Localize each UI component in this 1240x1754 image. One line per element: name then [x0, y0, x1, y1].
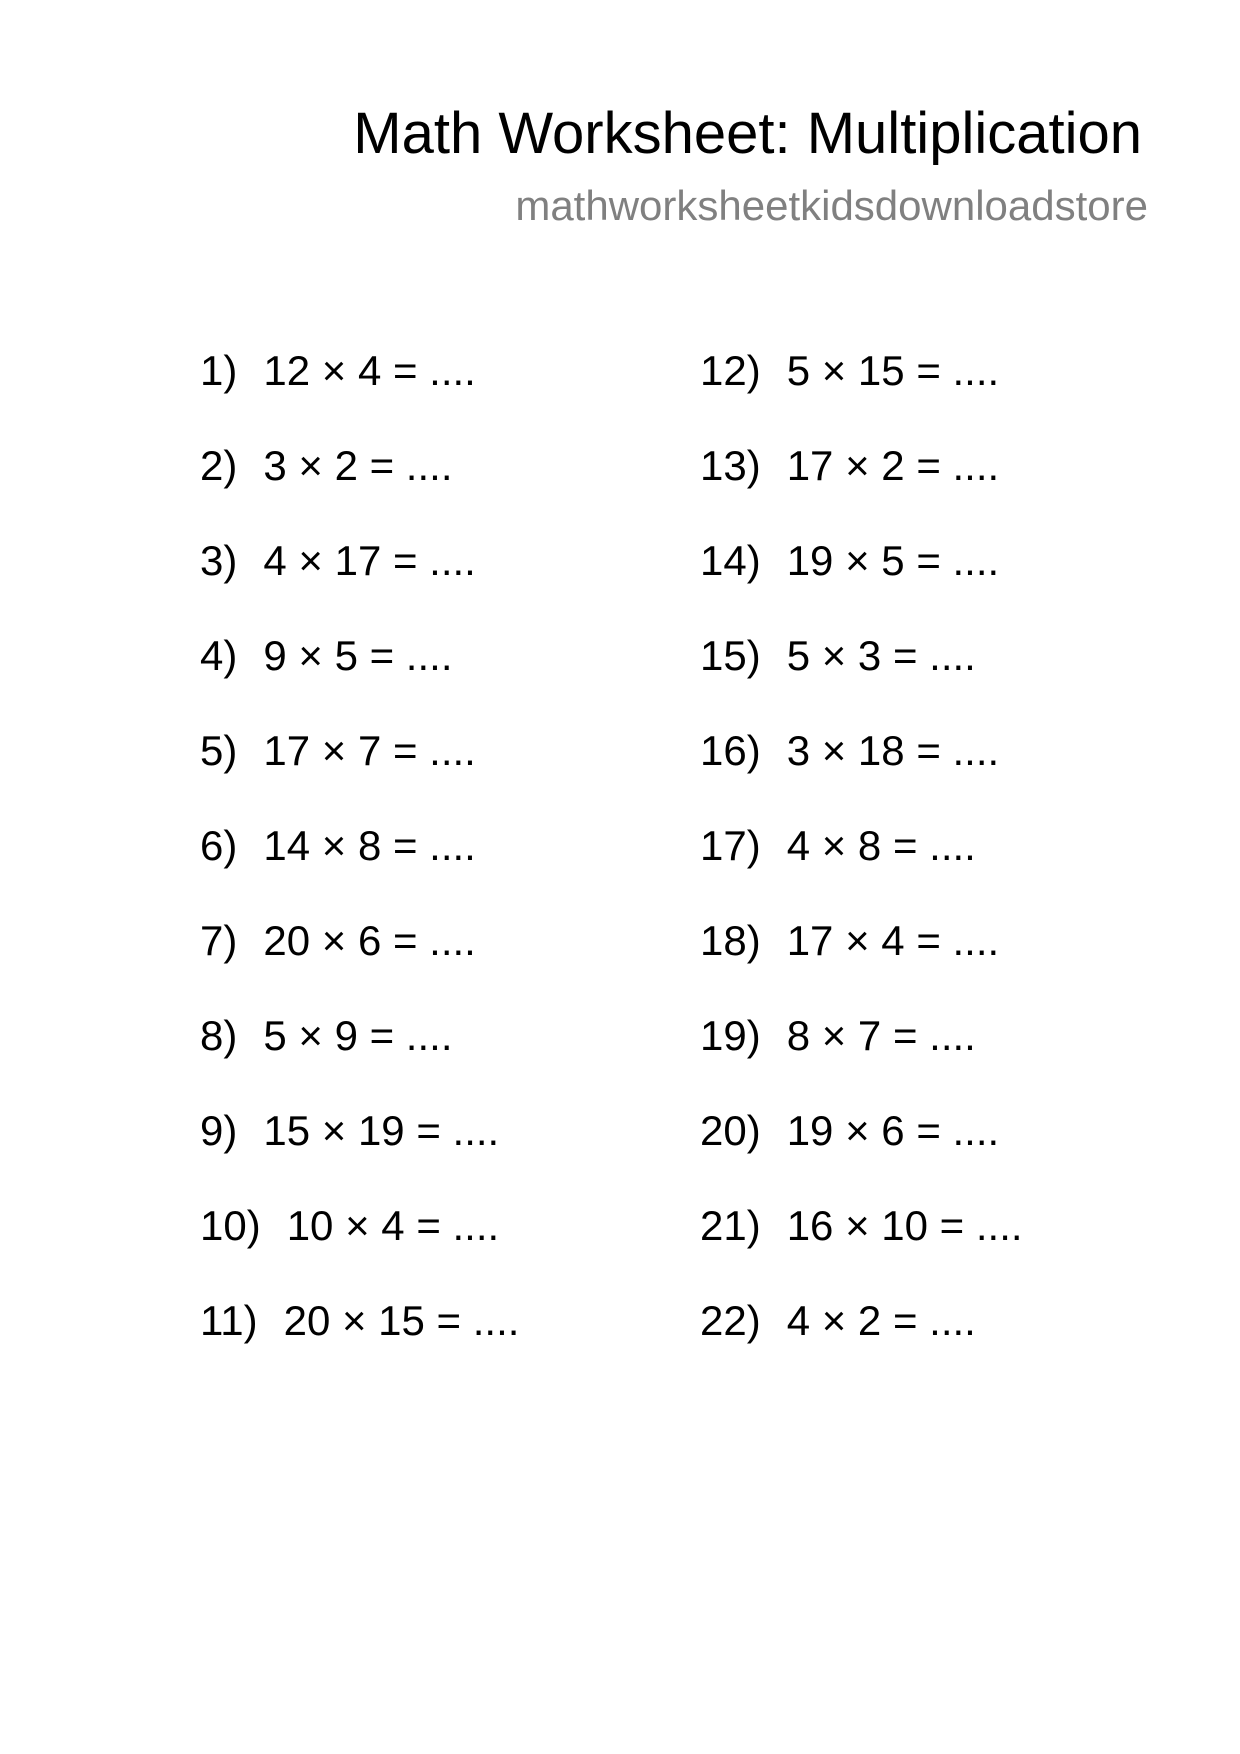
- problem-list: [0, 346, 1240, 1406]
- problem-14: [700, 536, 1023, 631]
- problem-expression: 4 × 17 = ....: [263, 537, 476, 584]
- problem-expression: 15 × 19 = ....: [263, 1107, 500, 1154]
- problem-column-left: [200, 346, 519, 1391]
- problem-22: [700, 1296, 1023, 1391]
- problem-2: [200, 441, 519, 536]
- problem-6: [200, 821, 519, 916]
- problem-number: 2): [200, 442, 238, 489]
- problem-7: [200, 916, 519, 1011]
- problem-expression: 17 × 4 = ....: [786, 917, 1000, 964]
- problem-number: 16): [700, 727, 761, 774]
- problem-expression: 19 × 5 = ....: [786, 537, 1000, 584]
- worksheet-source: mathworksheetkidsdownloadstore: [515, 182, 1148, 229]
- problem-expression: 5 × 9 = ....: [263, 1012, 453, 1059]
- problem-expression: 16 × 10 = ....: [786, 1202, 1023, 1249]
- problem-number: 3): [200, 537, 238, 584]
- problem-4: [200, 631, 519, 726]
- problem-number: 17): [700, 822, 761, 869]
- problem-20: [700, 1106, 1023, 1201]
- problem-number: 1): [200, 347, 238, 394]
- problem-expression: 5 × 3 = ....: [786, 632, 976, 679]
- problem-13: [700, 441, 1023, 536]
- problem-expression: 17 × 7 = ....: [263, 727, 476, 774]
- problem-number: 18): [700, 917, 761, 964]
- problem-number: 13): [700, 442, 761, 489]
- problem-expression: 14 × 8 = ....: [263, 822, 476, 869]
- problem-number: 9): [200, 1107, 238, 1154]
- problem-expression: 17 × 2 = ....: [786, 442, 1000, 489]
- problem-number: 7): [200, 917, 238, 964]
- problem-expression: 3 × 2 = ....: [263, 442, 453, 489]
- problem-5: [200, 726, 519, 821]
- problem-number: 21): [700, 1202, 761, 1249]
- problem-number: 8): [200, 1012, 238, 1059]
- problem-expression: 10 × 4 = ....: [286, 1202, 500, 1249]
- problem-number: 14): [700, 537, 761, 584]
- problem-column-right: [700, 346, 1023, 1391]
- problem-21: [700, 1201, 1023, 1296]
- problem-12: [700, 346, 1023, 441]
- problem-expression: 9 × 5 = ....: [263, 632, 453, 679]
- problem-19: [700, 1011, 1023, 1106]
- problem-number: 20): [700, 1107, 761, 1154]
- problem-expression: 4 × 8 = ....: [786, 822, 976, 869]
- problem-1: [200, 346, 519, 441]
- problem-number: 19): [700, 1012, 761, 1059]
- problem-number: 6): [200, 822, 238, 869]
- problem-8: [200, 1011, 519, 1106]
- problem-17: [700, 821, 1023, 916]
- problem-number: 22): [700, 1297, 761, 1344]
- problem-number: 4): [200, 632, 238, 679]
- problem-number: 12): [700, 347, 761, 394]
- problem-18: [700, 916, 1023, 1011]
- problem-expression: 5 × 15 = ....: [786, 347, 1000, 394]
- problem-expression: 12 × 4 = ....: [263, 347, 476, 394]
- problem-10: [200, 1201, 519, 1296]
- problem-number: 15): [700, 632, 761, 679]
- problem-expression: 20 × 15 = ....: [283, 1297, 520, 1344]
- problem-expression: 20 × 6 = ....: [263, 917, 476, 964]
- problem-number: 11): [200, 1297, 258, 1344]
- problem-9: [200, 1106, 519, 1201]
- problem-15: [700, 631, 1023, 726]
- problem-number: 10): [200, 1202, 261, 1249]
- problem-expression: 4 × 2 = ....: [786, 1297, 976, 1344]
- problem-16: [700, 726, 1023, 821]
- problem-11: [200, 1296, 519, 1391]
- worksheet-title: Math Worksheet: Multiplication: [353, 101, 1142, 166]
- problem-expression: 3 × 18 = ....: [786, 727, 1000, 774]
- problem-number: 5): [200, 727, 238, 774]
- problem-expression: 8 × 7 = ....: [786, 1012, 976, 1059]
- problem-3: [200, 536, 519, 631]
- problem-expression: 19 × 6 = ....: [786, 1107, 1000, 1154]
